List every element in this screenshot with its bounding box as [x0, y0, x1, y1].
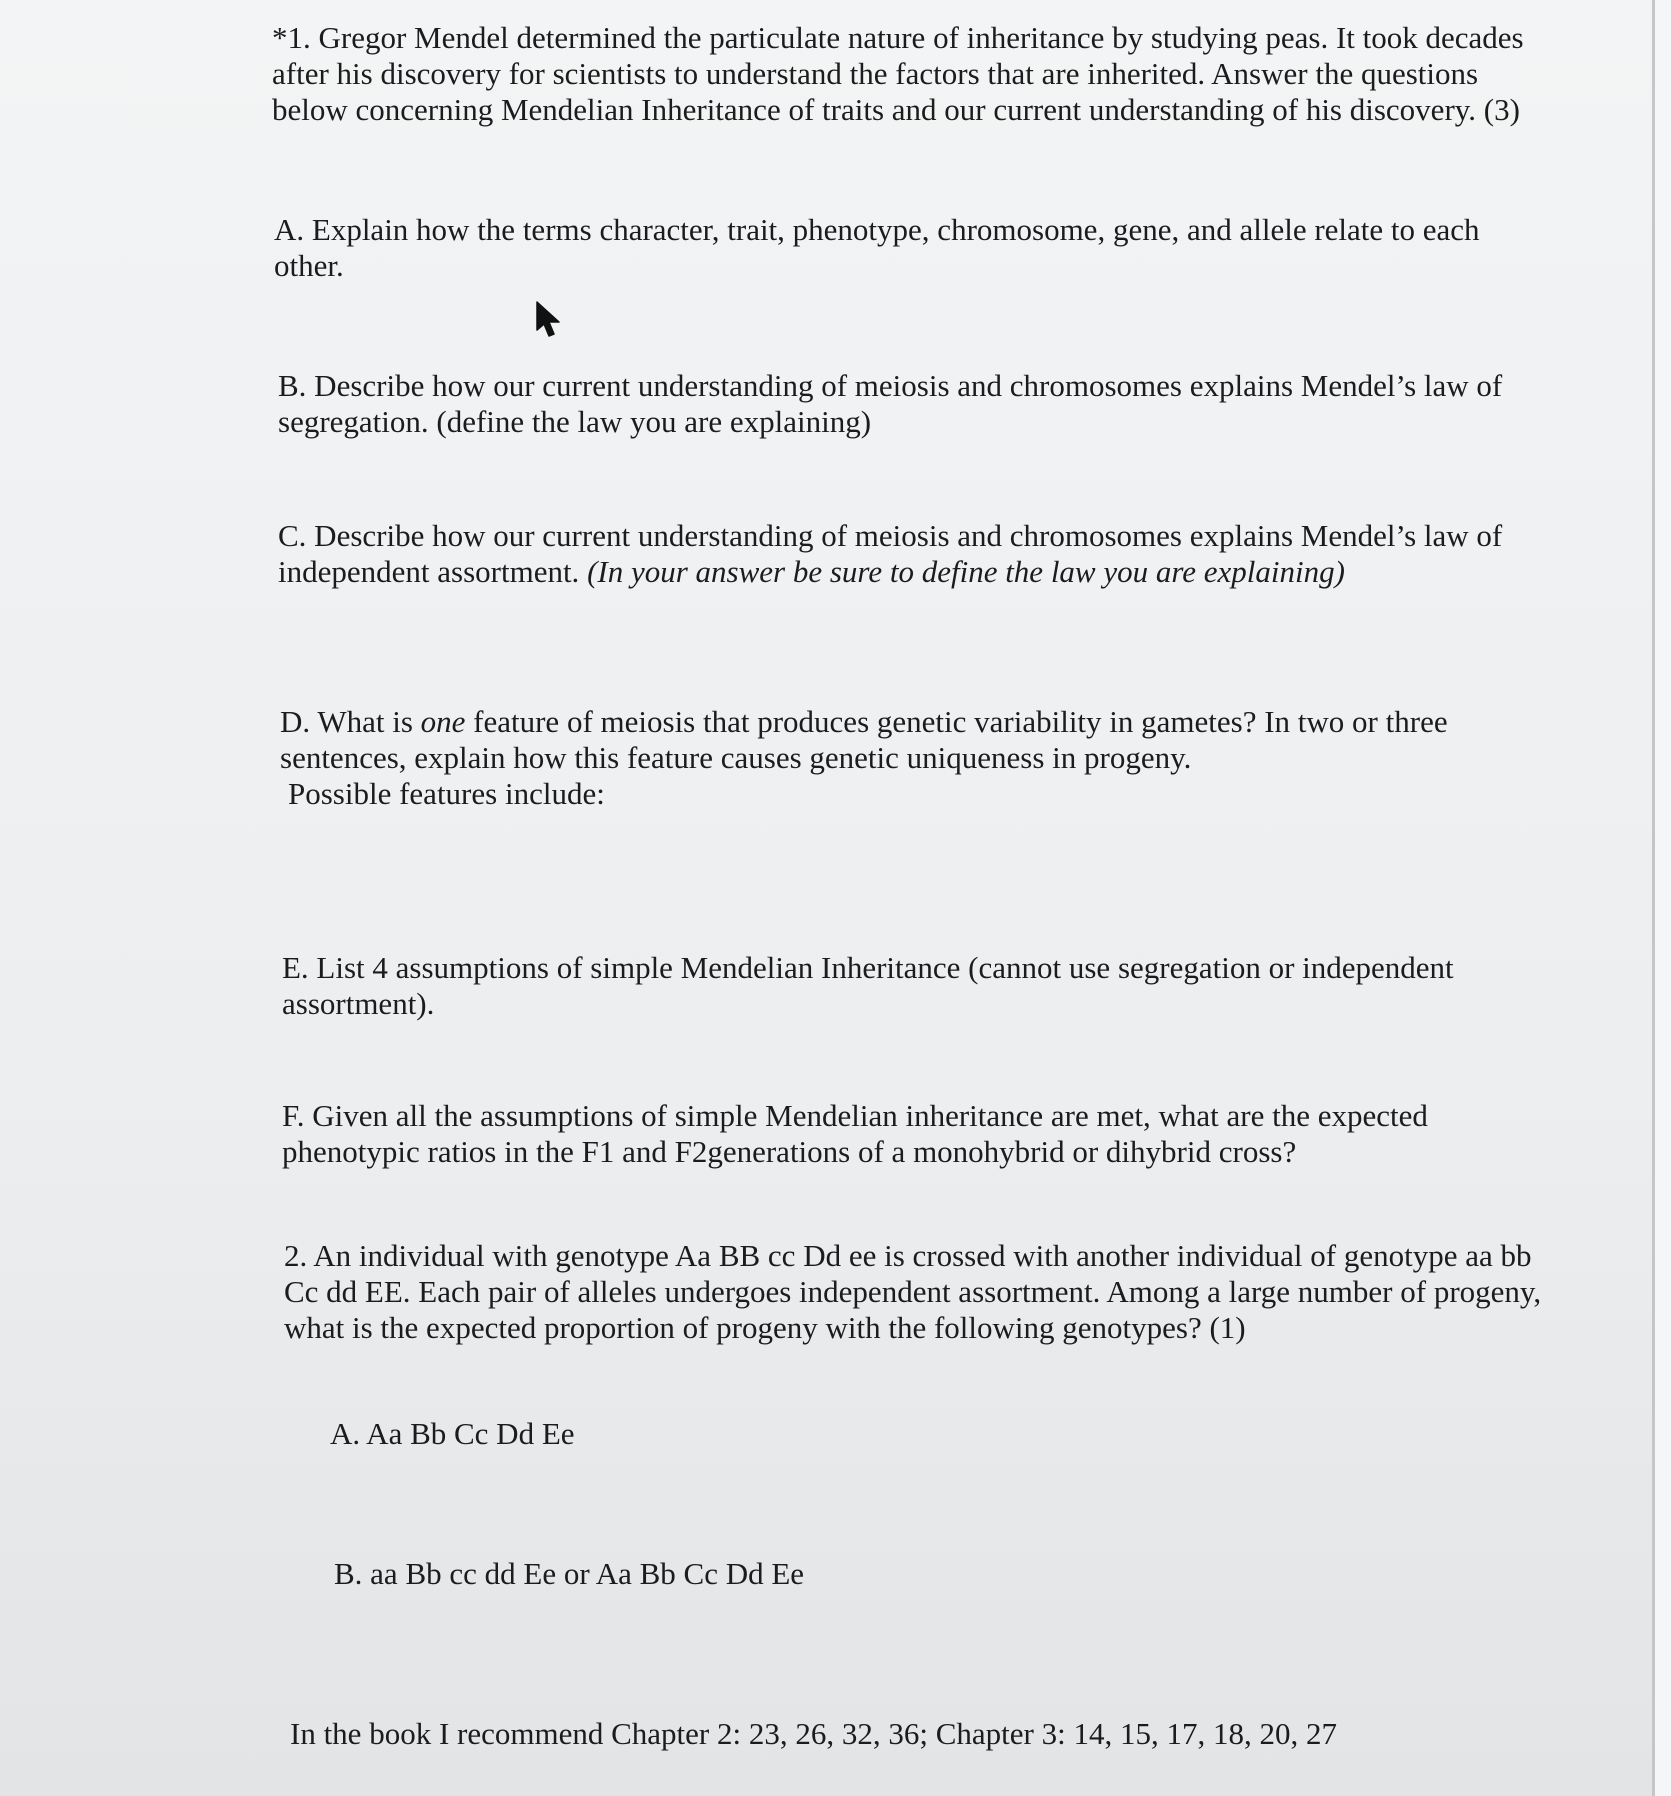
question-1d-features-label: Possible features include:	[288, 776, 605, 811]
question-2a: A. Aa Bb Cc Dd Ee	[330, 1416, 575, 1451]
window-edge	[1655, 0, 1671, 1796]
question-1-intro: *1. Gregor Mendel determined the particulate nature of inheritance by studying peas. It took decades after his discovery for scientists to understand the factors that are inherited. Answer the questions below concerning Mendelian Inheritance of traits and our current understanding of his discovery. (3)	[272, 20, 1524, 127]
mouse-pointer-icon	[535, 300, 569, 340]
question-1d-post: feature of meiosis that produces genetic variability in gametes? In two or three sentences, explain how this feature causes genetic uniqueness in progeny.	[280, 704, 1448, 775]
question-1d-emphasis: one	[420, 704, 466, 739]
question-1b: B. Describe how our current understanding of meiosis and chromosomes explains Mendel’s law of segregation. (define the law you are explaining)	[278, 368, 1503, 439]
question-1f: F. Given all the assumptions of simple Mendelian inheritance are met, what are the expected phenotypic ratios in the F1 and F2generations of a monohybrid or dihybrid cross?	[282, 1098, 1428, 1169]
book-recommendation: In the book I recommend Chapter 2: 23, 26, 32, 36; Chapter 3: 14, 15, 17, 18, 20, 27	[290, 1716, 1337, 1751]
question-1a: A. Explain how the terms character, trait, phenotype, chromosome, gene, and allele relate to each other.	[274, 212, 1480, 283]
question-1d	[280, 704, 1560, 776]
question-1c-text: C. Describe how our current understanding of meiosis and chromosomes explains Mendel’s law of independent assortment.	[278, 518, 1503, 589]
question-2b: B. aa Bb cc dd Ee or Aa Bb Cc Dd Ee	[334, 1556, 805, 1591]
question-1e: E. List 4 assumptions of simple Mendelian Inheritance (cannot use segregation or independent assortment).	[282, 950, 1454, 1021]
question-2-intro: 2. An individual with genotype Aa BB cc Dd ee is crossed with another individual of genotype aa bb Cc dd EE. Each pair of alleles undergoes independent assortment. Among a large number of progeny, what is the expected proportion of progeny with the following genotypes? (1)	[284, 1238, 1542, 1345]
question-1c-italic: (In your answer be sure to define the law you are explaining)	[587, 554, 1345, 589]
question-1d-pre: D. What is	[280, 704, 421, 739]
question-1c	[278, 518, 1558, 590]
